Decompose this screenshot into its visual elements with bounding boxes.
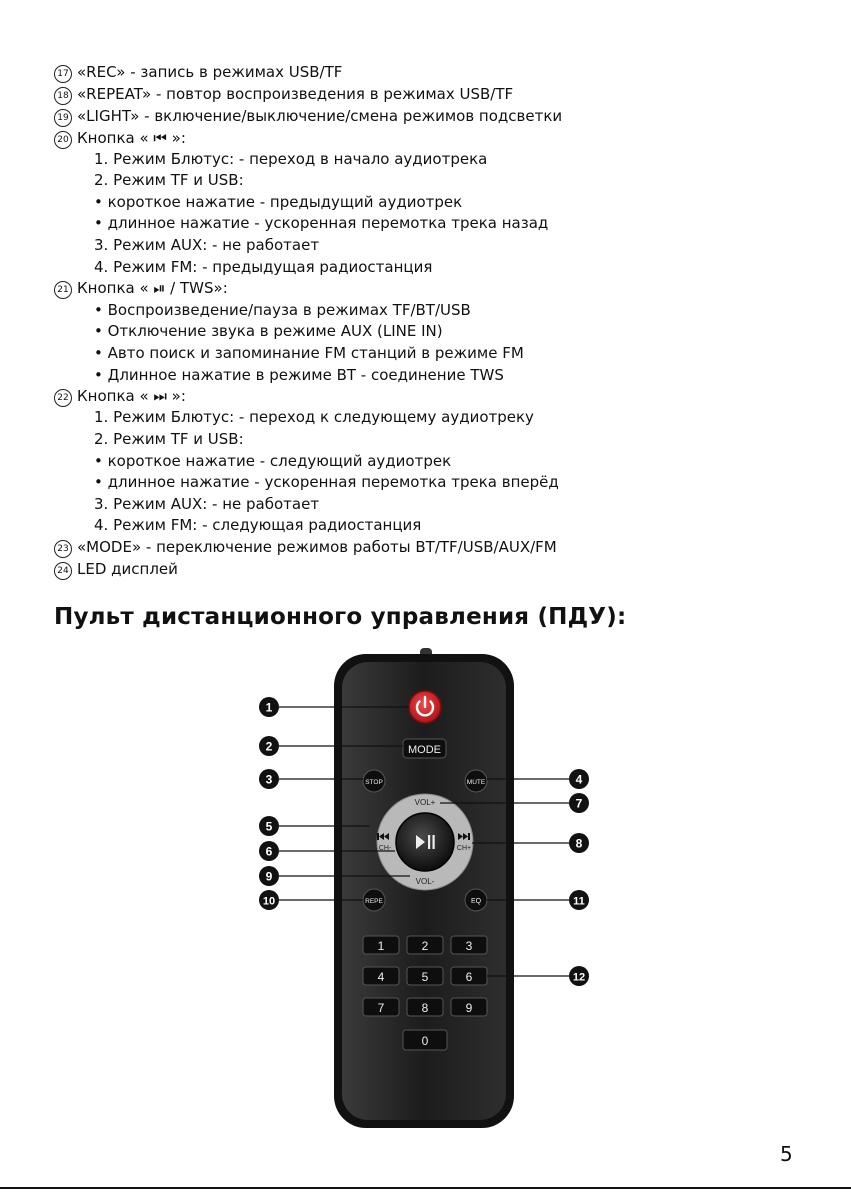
circled-number: 23: [54, 540, 72, 558]
item-text: Кнопка « ⏮ »:: [77, 129, 186, 147]
key-1[interactable]: [363, 936, 399, 954]
svg-text:12: 12: [572, 971, 586, 984]
vol-up-label: VOL+: [414, 798, 436, 807]
svg-text:6: 6: [465, 970, 473, 984]
svg-text:3: 3: [265, 772, 273, 787]
list-subitem: 4. Режим FM: - следующая радиостанция: [94, 516, 422, 534]
ch-plus-label: CH+: [456, 845, 472, 852]
svg-text:3: 3: [465, 939, 473, 953]
svg-text:7: 7: [377, 1001, 385, 1015]
svg-text:8: 8: [575, 836, 583, 851]
svg-text:1: 1: [265, 700, 273, 715]
circled-number: 21: [54, 281, 72, 299]
eq-button[interactable]: [465, 889, 487, 911]
footer-rule: [0, 1187, 851, 1189]
list-subitem: • Воспроизведение/пауза в режимах TF/BT/USB: [94, 301, 471, 319]
repeat-label: REPE: [365, 898, 383, 905]
mute-button[interactable]: [465, 770, 487, 792]
eq-label: EQ: [470, 898, 482, 905]
list-subitem: • длинное нажатие - ускоренная перемотка трека вперёд: [94, 473, 559, 491]
key-0[interactable]: [403, 1030, 447, 1050]
callout-1: [259, 697, 279, 717]
callout-2: [259, 736, 279, 756]
callout-11: [569, 890, 589, 910]
stop-label: STOP: [365, 779, 383, 786]
callout-3: [259, 769, 279, 789]
stop-button[interactable]: [363, 770, 385, 792]
callout-9: [259, 866, 279, 886]
list-subitem: 1. Режим Блютус: - переход в начало аудиотрека: [94, 150, 488, 168]
svg-text:10: 10: [262, 895, 276, 908]
list-subitem: • Длинное нажатие в режиме BT - соединение TWS: [94, 366, 504, 384]
list-subitem: 3. Режим AUX: - не работает: [94, 236, 320, 254]
svg-text:8: 8: [421, 1001, 429, 1015]
list-subitem: 1. Режим Блютус: - переход к следующему аудиотреку: [94, 408, 534, 426]
page-number: 5: [780, 1142, 793, 1166]
key-8[interactable]: [407, 998, 443, 1016]
item-text: Кнопка « ⏭ »:: [77, 387, 186, 405]
key-7[interactable]: [363, 998, 399, 1016]
item-text: Кнопка « ⏯ / TWS»:: [77, 279, 228, 297]
svg-text:6: 6: [265, 844, 273, 859]
power-button[interactable]: [409, 691, 441, 723]
callout-12: [569, 966, 589, 986]
circled-number: 19: [54, 109, 72, 127]
key-9[interactable]: [451, 998, 487, 1016]
key-3[interactable]: [451, 936, 487, 954]
circled-number: 18: [54, 87, 72, 105]
list-subitem: 2. Режим TF и USB:: [94, 430, 244, 448]
svg-text:9: 9: [465, 1001, 473, 1015]
svg-text:2: 2: [265, 739, 273, 754]
svg-text:1: 1: [377, 939, 385, 953]
svg-text:0: 0: [421, 1034, 429, 1048]
item-text: «LIGHT» - включение/выключение/смена режимов подсветки: [77, 107, 563, 125]
list-subitem: 2. Режим TF и USB:: [94, 171, 244, 189]
svg-text:11: 11: [573, 895, 585, 908]
svg-text:4: 4: [377, 970, 385, 984]
mute-label: MUTE: [466, 779, 486, 786]
item-text: «REC» - запись в режимах USB/TF: [77, 63, 343, 81]
list-subitem: 4. Режим FM: - предыдущая радиостанция: [94, 258, 433, 276]
callout-7: [569, 793, 589, 813]
play-pause-button[interactable]: [396, 813, 454, 871]
svg-text:9: 9: [265, 869, 273, 884]
ch-minus-label: CH-: [378, 845, 392, 852]
svg-text:7: 7: [575, 796, 583, 811]
item-text: «MODE» - переключение режимов работы BT/TF/USB/AUX/FM: [77, 538, 557, 556]
circled-number: 17: [54, 65, 72, 83]
key-6[interactable]: [451, 967, 487, 985]
list-subitem: • Отключение звука в режиме AUX (LINE IN): [94, 322, 443, 340]
list-subitem: • Авто поиск и запоминание FM станций в режиме FM: [94, 344, 524, 362]
circled-number: 20: [54, 131, 72, 149]
svg-text:4: 4: [575, 772, 583, 787]
item-text: «REPEAT» - повтор воспроизведения в режимах USB/TF: [77, 85, 514, 103]
svg-text:2: 2: [421, 939, 429, 953]
list-subitem: 3. Режим AUX: - не работает: [94, 495, 320, 513]
circled-number: 24: [54, 562, 72, 580]
callout-6: [259, 841, 279, 861]
svg-text:5: 5: [421, 970, 429, 984]
item-text: LED дисплей: [77, 560, 178, 578]
callout-10: [259, 890, 279, 910]
section-heading: Пульт дистанционного управления (ПДУ):: [54, 604, 627, 630]
circled-number: 22: [54, 389, 72, 407]
vol-down-label: VOL-: [415, 877, 435, 886]
key-2[interactable]: [407, 936, 443, 954]
svg-text:5: 5: [265, 819, 273, 834]
repeat-button[interactable]: [363, 889, 385, 911]
key-5[interactable]: [407, 967, 443, 985]
callout-5: [259, 816, 279, 836]
list-subitem: • короткое нажатие - следующий аудиотрек: [94, 452, 452, 470]
mode-label: MODE: [408, 744, 441, 756]
callout-4: [569, 769, 589, 789]
key-4[interactable]: [363, 967, 399, 985]
mode-button[interactable]: [403, 739, 446, 758]
callout-8: [569, 833, 589, 853]
list-subitem: • короткое нажатие - предыдущий аудиотрек: [94, 193, 463, 211]
list-subitem: • длинное нажатие - ускоренная перемотка трека назад: [94, 214, 549, 232]
